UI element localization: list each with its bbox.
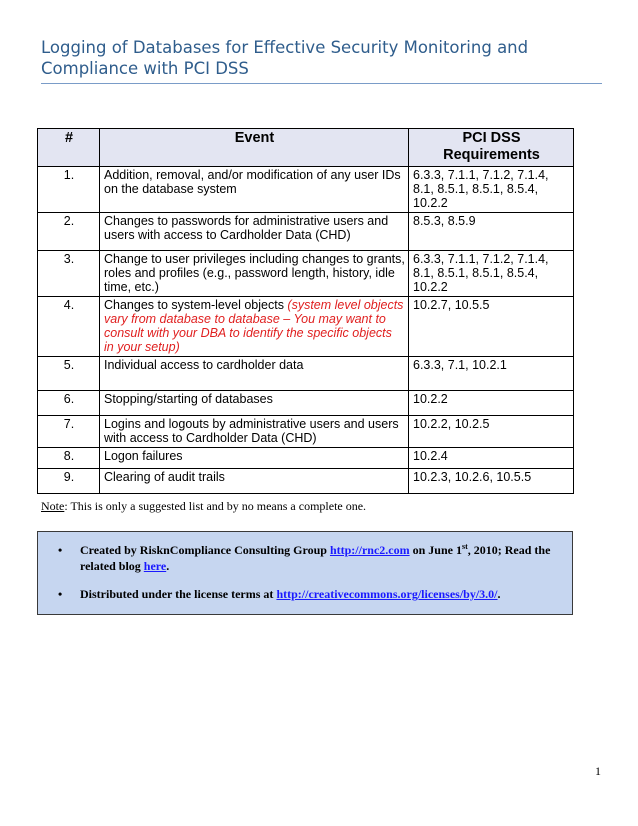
- header-requirements: [409, 129, 574, 167]
- created-date-text: on June 1: [409, 543, 462, 557]
- attribution-item-license: [58, 586, 570, 602]
- table-row: [38, 251, 574, 297]
- table-row: [38, 416, 574, 448]
- document-title: [41, 37, 601, 79]
- row-event-text: Stopping/starting of databases: [104, 392, 273, 406]
- row-event: [100, 391, 409, 416]
- row-number: 9.: [38, 469, 100, 494]
- page-number: 1: [595, 764, 601, 778]
- distributed-text: Distributed under the license terms at: [80, 587, 277, 601]
- row-event-text: Addition, removal, and/or modification of any user IDs on the database system: [104, 168, 401, 196]
- row-event-text: Changes to system-level objects: [104, 298, 288, 312]
- title-line-2: Compliance with PCI DSS: [41, 59, 249, 78]
- row-event: [100, 167, 409, 213]
- read-blog-text: , 2010; Read the related blog: [80, 543, 551, 573]
- row-event-text: Logon failures: [104, 449, 183, 463]
- row-number: 1.: [38, 167, 100, 213]
- table-row: [38, 357, 574, 391]
- events-table: [37, 128, 574, 494]
- table-row: [38, 167, 574, 213]
- row-requirements: 6.3.3, 7.1, 10.2.1: [409, 357, 574, 391]
- table-header-row: [38, 129, 574, 167]
- row-number: 6.: [38, 391, 100, 416]
- table-row: [38, 448, 574, 469]
- table-row: [38, 391, 574, 416]
- row-number: 4.: [38, 297, 100, 357]
- row-number: 2.: [38, 213, 100, 251]
- created-by-text: Created by RisknCompliance Consulting Group: [80, 543, 330, 557]
- row-event-note: (system level objects vary from database to database – You may want to consult with your DBA to identify the specific objects in your setup): [104, 298, 404, 354]
- row-requirements: 10.2.3, 10.2.6, 10.5.5: [409, 469, 574, 494]
- header-event: Event: [100, 129, 409, 167]
- bullet-icon: •: [58, 587, 63, 601]
- row-event: [100, 357, 409, 391]
- row-requirements: 8.5.3, 8.5.9: [409, 213, 574, 251]
- row-event-text: Logins and logouts by administrative users and users with access to Cardholder Data (CHD): [104, 417, 399, 445]
- attribution-item-created: [58, 542, 570, 574]
- header-number: #: [38, 129, 100, 167]
- row-requirements: 10.2.4: [409, 448, 574, 469]
- header-requirements-line-2: Requirements: [443, 147, 540, 163]
- row-event: [100, 469, 409, 494]
- row-number: 8.: [38, 448, 100, 469]
- row-event: [100, 213, 409, 251]
- footnote: [41, 499, 366, 514]
- title-divider: [41, 83, 602, 84]
- note-text: : This is only a suggested list and by no means a complete one.: [64, 499, 367, 513]
- row-event: [100, 448, 409, 469]
- row-requirements: 10.2.7, 10.5.5: [409, 297, 574, 357]
- date-ordinal: st: [461, 542, 468, 551]
- rnc2-link[interactable]: http://rnc2.com: [329, 543, 410, 557]
- table-row: [38, 213, 574, 251]
- license-link[interactable]: http://creativecommons.org/licenses/by/3.0/: [276, 587, 498, 601]
- note-label: Note: [41, 499, 65, 513]
- header-requirements-line-1: PCI DSS: [462, 130, 521, 146]
- row-number: 7.: [38, 416, 100, 448]
- blog-here-link[interactable]: here: [143, 559, 167, 573]
- item2-period: .: [497, 587, 501, 601]
- row-event: [100, 416, 409, 448]
- row-requirements: 6.3.3, 7.1.1, 7.1.2, 7.1.4, 8.1, 8.5.1, 8.5.1, 8.5.4, 10.2.2: [409, 167, 574, 213]
- row-event: [100, 297, 409, 357]
- row-requirements: 6.3.3, 7.1.1, 7.1.2, 7.1.4, 8.1, 8.5.1, 8.5.1, 8.5.4, 10.2.2: [409, 251, 574, 297]
- bullet-icon: •: [58, 543, 63, 557]
- row-event: [100, 251, 409, 297]
- row-event-text: Changes to passwords for administrative users and users with access to Cardholder Data (CHD): [104, 214, 389, 242]
- attribution-box: [37, 531, 573, 615]
- row-number: 5.: [38, 357, 100, 391]
- row-number: 3.: [38, 251, 100, 297]
- table-row: [38, 469, 574, 494]
- row-requirements: 10.2.2: [409, 391, 574, 416]
- title-line-1: Logging of Databases for Effective Security Monitoring and: [41, 38, 529, 57]
- row-requirements: 10.2.2, 10.2.5: [409, 416, 574, 448]
- item1-period: .: [166, 559, 170, 573]
- table-row: [38, 297, 574, 357]
- row-event-text: Individual access to cardholder data: [104, 358, 304, 372]
- row-event-text: Clearing of audit trails: [104, 470, 225, 484]
- row-event-text: Change to user privileges including changes to grants, roles and profiles (e.g., password length, history, idle time, etc.): [104, 252, 405, 294]
